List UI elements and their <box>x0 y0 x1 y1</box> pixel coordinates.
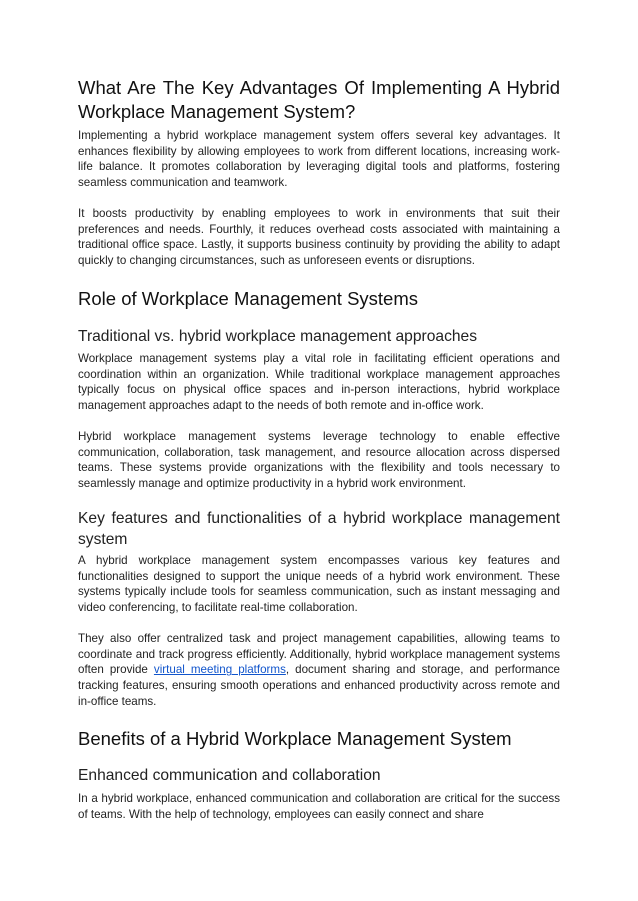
benefits-heading: Benefits of a Hybrid Workplace Management System <box>78 728 512 749</box>
key-features-paragraph-2 <box>78 631 560 710</box>
advantages-heading: What Are The Key Advantages Of Implementing A Hybrid Workplace Management System? <box>78 77 560 122</box>
advantages-paragraph-2: It boosts productivity by enabling employees to work in environments that suit their preferences and needs. Fourthly, it reduces overhead costs associated with maintaining a traditional office space. Lastly, it supports business continuity by providing the ability to adapt quickly to changing circumstances, such as unforeseen events or disruptions. <box>78 207 560 268</box>
key-features-paragraph-2-text-end: , document sharing and storage, and performance tracking features, ensuring smooth operations and enhanced productivity across remote and in-office teams. <box>78 663 560 708</box>
traditional-vs-hybrid-paragraph-2: Hybrid workplace management systems leverage technology to enable effective communication, collaboration, task management, and resource allocation across dispersed teams. These systems provide organizations with the flexibility and tools necessary to seamlessly manage and optimize productivity in a hybrid work environment. <box>78 430 560 491</box>
virtual-meeting-platforms-link[interactable]: virtual meeting platforms <box>153 663 286 677</box>
traditional-vs-hybrid-paragraph-1: Workplace management systems play a vital role in facilitating efficient operations and coordination within an organization. While traditional workplace management approaches typically focus on physical office spaces and in-person interactions, hybrid workplace management approaches adapt to the needs of both remote and in-office work. <box>78 352 560 413</box>
advantages-paragraph-1: Implementing a hybrid workplace management system offers several key advantages. It enhances flexibility by allowing employees to work from different locations, increasing work-life balance. It promotes collaboration by leveraging digital tools and platforms, fostering seamless communication and teamwork. <box>78 129 560 190</box>
key-features-heading: Key features and functionalities of a hybrid workplace management system <box>78 510 560 548</box>
traditional-vs-hybrid-heading: Traditional vs. hybrid workplace management approaches <box>78 328 478 345</box>
enhanced-communication-paragraph-1: In a hybrid workplace, enhanced communication and collaboration are critical for the success of teams. With the help of technology, employees can easily connect and share <box>78 792 560 821</box>
key-features-paragraph-2-text-start: They also offer centralized task and project management capabilities, allowing teams to coordinate and track progress efficiently. Additionally, hybrid workplace management systems often provide <box>78 632 560 677</box>
key-features-paragraph-1: A hybrid workplace management system encompasses various key features and functionalities designed to support the unique needs of a hybrid work environment. These systems typically include tools for seamless communication, such as instant messaging and video conferencing, to facilitate real-time collaboration. <box>78 554 560 615</box>
role-heading: Role of Workplace Management Systems <box>78 288 419 309</box>
enhanced-communication-heading: Enhanced communication and collaboration <box>78 767 381 784</box>
